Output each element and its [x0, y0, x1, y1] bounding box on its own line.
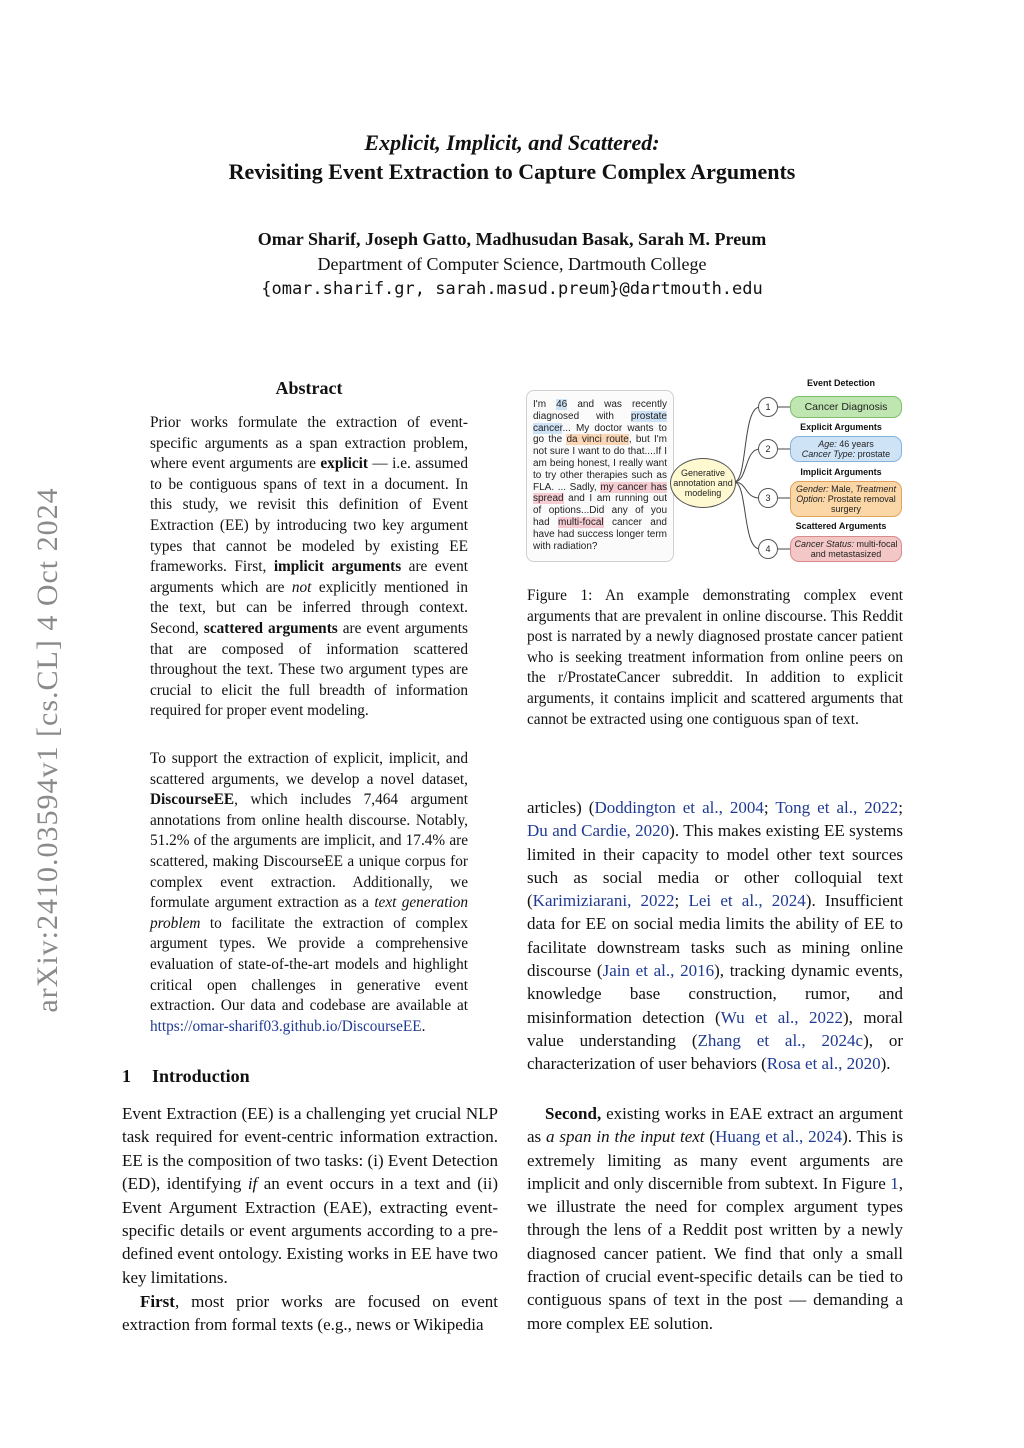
- figure-ref-link[interactable]: 1: [890, 1173, 899, 1193]
- abstract-heading: Abstract: [275, 378, 343, 398]
- node-3: 3: [758, 488, 778, 508]
- node-2: 2: [758, 439, 778, 459]
- implicit-arguments-label: Implicit Arguments: [800, 467, 882, 477]
- explicit-arguments-label: Explicit Arguments: [800, 422, 882, 432]
- author-emails: {omar.sharif.gr, sarah.masud.preum}@dartmouth.edu: [261, 279, 763, 299]
- intro-paragraph-3: Second, existing works in EAE extract an argument as a span in the input text (Huang et al., 2024). This is extremely limiting as many event arguments are implicit and only discernible from subtext. In Figure 1, we illustrate the need for complex argument types through the lens of a Reddit post written by a newly diagnosed cancer patient. We find that only a small fraction of crucial event-specific details can be tied to contiguous spans of text in the post — demanding a more complex EE solution.: [527, 1104, 903, 1333]
- figure-1-caption: Figure 1: An example demonstrating complex event arguments that are prevalent in online discourse. This Reddit post is narrated by a newly diagnosed prostate cancer patient who is seeking treatment information from online peers on the r/ProstateCancer subreddit. In addition to explicit arguments, it contains implicit and scattered arguments that cannot be extracted using one contiguous span of text.: [527, 587, 903, 728]
- node-1: 1: [758, 397, 778, 417]
- intro-paragraph-2-continued: articles) (Doddington et al., 2004; Tong et al., 2022; Du and Cardie, 2020). This makes existing EE systems limited in their capacity to model other text sources such as social media or other colloquial text (Karimiziarani, 2022; Lei et al., 2024). Insufficient data for EE on social media limits the ability of EE to facilitate downstream tasks such as mining online discourse (Jain et al., 2016), tracking dynamic events, knowledge base construction, rumor, and misinformation detection (Wu et al., 2022), moral value understanding (Zhang et al., 2024c), or characterization of user behaviors (Rosa et al., 2020).: [527, 798, 904, 1074]
- implicit-arguments-box: Gender: Male, Treatment Option: Prostate removal surgery: [790, 481, 902, 517]
- generative-model-node: Generative annotation and modeling: [670, 458, 736, 508]
- arxiv-stamp-container: [30, 460, 66, 1040]
- citation-link[interactable]: Karimiziarani, 2022: [532, 891, 675, 911]
- paper-title-line2: Revisiting Event Extraction to Capture Complex Arguments: [228, 159, 796, 184]
- event-detection-label: Event Detection: [806, 378, 875, 388]
- citation-link[interactable]: Lei et al., 2024: [688, 891, 806, 911]
- citation-link[interactable]: Tong et al., 2022: [775, 798, 899, 817]
- citation-link[interactable]: Huang et al., 2024: [715, 1127, 843, 1147]
- citation-link[interactable]: Zhang et al., 2024c: [697, 1030, 864, 1050]
- citation-link[interactable]: Rosa et al., 2020: [766, 1054, 881, 1074]
- scattered-arguments-label: Scattered Arguments: [795, 521, 887, 531]
- figure-1: [520, 374, 910, 574]
- paper-title-line1: Explicit, Implicit, and Scattered:: [364, 130, 660, 155]
- citation-link[interactable]: Du and Cardie, 2020: [527, 821, 670, 841]
- affiliation: Department of Computer Science, Dartmouth College: [317, 254, 707, 274]
- citation-link[interactable]: Doddington et al., 2004: [594, 798, 764, 817]
- citation-link[interactable]: Wu et al., 2022: [720, 1007, 843, 1027]
- abstract-paragraph-1: Prior works formulate the extraction of event-specific arguments as a span extraction problem, where event arguments are explicit — i.e. assumed to be contiguous spans of text in a document. In this study, we revisit this definition of Event Extraction (EE) by introducing two key argument types that cannot be modeled by existing EE frameworks. First, implicit arguments are event arguments which are not explicitly mentioned in the text, but can be inferred through context. Second, scattered arguments are event arguments that are composed of information scattered throughout the text. These two argument types are crucial to elicit the full breadth of information required for proper event modeling.: [150, 414, 469, 720]
- section-heading-introduction: 1 Introduction: [122, 1066, 250, 1086]
- intro-paragraph-2: First, most prior works are focused on event extraction from formal texts (e.g., news or Wikipedia: [122, 1292, 498, 1335]
- authors: Omar Sharif, Joseph Gatto, Madhusudan Basak, Sarah M. Preum: [257, 229, 767, 249]
- intro-paragraph-1: Event Extraction (EE) is a challenging yet crucial NLP task required for event-centric information extraction. EE is the composition of two tasks: (i) Event Detection (ED), identifying if an event occurs in a text and (ii) Event Argument Extraction (EAE), extracting event-specific details or event arguments according to a pre-defined event ontology. Existing works in EE have two key limitations.: [122, 1104, 498, 1287]
- scattered-arguments-box: Cancer Status: multi-focal and metastasized: [790, 536, 902, 562]
- citation-link[interactable]: Jain et al., 2016: [602, 961, 715, 981]
- explicit-arguments-box: Age: 46 years Cancer Type: prostate: [790, 436, 902, 462]
- reddit-post: I'm 46 and was recently diagnosed with prostate cancer... My doctor wants to go the da vinci route, but I'm not sure I want to do that....If I am being honest, I really want to try other therapies such as FLA. ... Sadly, my cancer has spread and I am running out of options...Did any of you had multi-focal cancer and have had success longer term with radiation?: [526, 390, 674, 562]
- arxiv-id: arXiv:2410.03594v1 [cs.CL] 4 Oct 2024: [31, 487, 64, 1013]
- abstract-paragraph-2: To support the extraction of explicit, implicit, and scattered arguments, we develop a novel dataset, DiscourseEE, which includes 7,464 argument annotations from online health discourse. Notably, 51.2% of the arguments are implicit, and 17.4% are scattered, making DiscourseEE a unique corpus for complex event extraction. Additionally, we formulate argument extraction as a text generation problem to facilitate the extraction of complex argument types. We provide a comprehensive evaluation of state-of-the-art models and highlight critical open challenges in generative event extraction. Our data and codebase are available at https://omar-sharif03.github.io/DiscourseEE.: [150, 750, 468, 1035]
- project-link[interactable]: https://omar-sharif03.github.io/DiscourseEE: [150, 1017, 422, 1035]
- cancer-diagnosis-box: Cancer Diagnosis: [790, 396, 902, 418]
- node-4: 4: [758, 539, 778, 559]
